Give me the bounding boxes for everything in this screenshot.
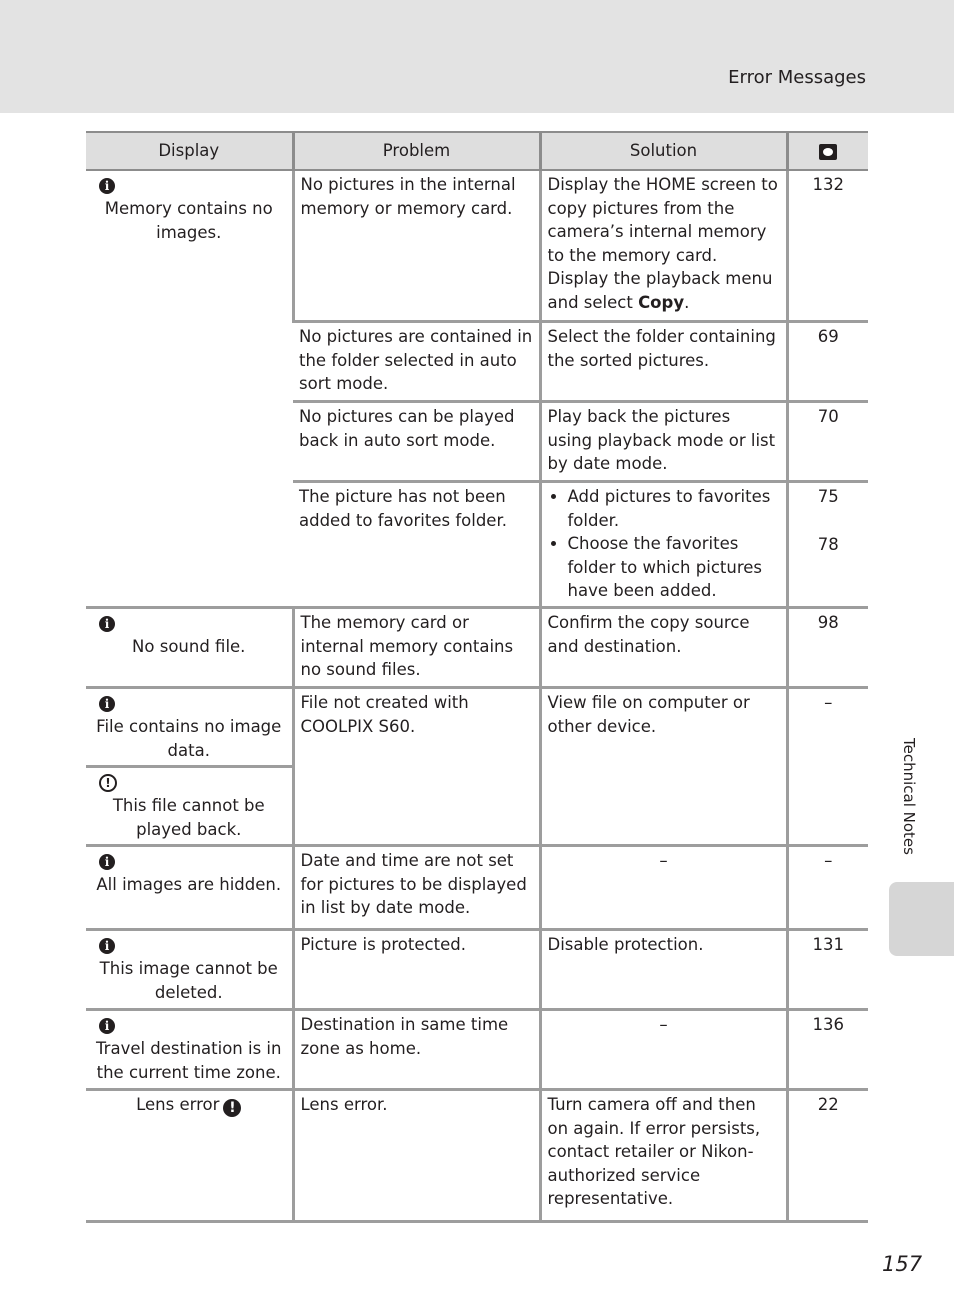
- side-section-label: Technical Notes: [900, 738, 918, 855]
- display-text: Memory contains no images.: [104, 199, 273, 242]
- display-cell: [86, 1010, 293, 1090]
- display-cell: [86, 930, 293, 1010]
- reference-book-icon: [819, 143, 837, 161]
- solution-cell: Play back the pictures using playback mode or list by date mode.: [540, 402, 787, 482]
- solution-cell: Turn camera off and then on again. If error persists, contact retailer or Nikon-authorized service representative.: [540, 1090, 787, 1222]
- display-text: File contains no image data.: [96, 717, 282, 760]
- problem-cell: No pictures in the internal memory or memory card.: [293, 170, 540, 322]
- reference-cell: 70: [787, 402, 868, 482]
- solution-cell: Select the folder containing the sorted pictures.: [540, 322, 787, 402]
- problem-cell: Destination in same time zone as home.: [293, 1010, 540, 1090]
- display-text: This file cannot be played back.: [112, 796, 265, 839]
- problem-cell: No pictures can be played back in auto sort mode.: [293, 402, 540, 482]
- copy-menu-label: Copy: [638, 292, 685, 312]
- error-messages-table: [86, 131, 868, 1223]
- display-text: This image cannot be deleted.: [99, 959, 278, 1002]
- info-icon: i: [92, 691, 286, 715]
- display-cell: [86, 846, 293, 930]
- problem-cell: The memory card or internal memory contains no sound files.: [293, 608, 540, 688]
- display-text: All images are hidden.: [96, 875, 282, 894]
- info-icon: i: [92, 611, 286, 635]
- display-cell: [86, 170, 293, 608]
- reference-cell: 22: [787, 1090, 868, 1222]
- header-solution: Solution: [540, 132, 787, 170]
- display-cell: [86, 608, 293, 688]
- table-row: [86, 846, 868, 930]
- display-text: Travel destination is in the current time zone.: [96, 1039, 282, 1082]
- display-cell: [86, 1090, 293, 1222]
- table-row: [86, 1090, 868, 1222]
- section-thumb-tab: [889, 882, 954, 956]
- header-display: Display: [86, 132, 293, 170]
- table-row: [86, 170, 868, 322]
- reference-cell: 132: [787, 170, 868, 322]
- display-cell: [86, 767, 293, 846]
- solution-bullet: • Choose the favorites folder to which pictures have been added.: [568, 532, 780, 603]
- table-header-row: [86, 132, 868, 170]
- solution-cell: [540, 482, 787, 608]
- table-row: [86, 1010, 868, 1090]
- reference-cell: –: [787, 846, 868, 930]
- info-icon: i: [92, 849, 286, 873]
- header-band: [0, 0, 954, 113]
- reference-cell: 69: [787, 322, 868, 402]
- display-cell: [86, 688, 293, 767]
- header-problem: Problem: [293, 132, 540, 170]
- problem-cell: No pictures are contained in the folder selected in auto sort mode.: [293, 322, 540, 402]
- info-icon: i: [92, 933, 286, 957]
- reference-cell: 136: [787, 1010, 868, 1090]
- reference-cell: [787, 482, 868, 608]
- table-row: [86, 688, 868, 767]
- reference-cell: 131: [787, 930, 868, 1010]
- display-text: Lens error: [136, 1095, 220, 1114]
- reference-page: 75: [817, 487, 839, 506]
- problem-cell: Date and time are not set for pictures to be displayed in list by date mode.: [293, 846, 540, 930]
- reference-page: 78: [817, 535, 839, 554]
- section-title: Error Messages: [728, 67, 866, 88]
- solution-cell: Display the HOME screen to copy pictures from the camera’s internal memory to the memory card. Display the playback menu and select Copy.: [540, 170, 787, 322]
- problem-cell: Lens error.: [293, 1090, 540, 1222]
- error-icon: !: [223, 1099, 241, 1117]
- reference-cell: –: [787, 688, 868, 846]
- solution-cell: –: [540, 1010, 787, 1090]
- table-row: [86, 930, 868, 1010]
- page-number: 157: [882, 1252, 923, 1276]
- header-reference: [787, 132, 868, 170]
- reference-cell: 98: [787, 608, 868, 688]
- display-text: No sound file.: [132, 637, 246, 656]
- solution-cell: View file on computer or other device.: [540, 688, 787, 846]
- problem-cell: File not created with COOLPIX S60.: [293, 688, 540, 846]
- solution-cell: Confirm the copy source and destination.: [540, 608, 787, 688]
- info-icon: i: [92, 1013, 286, 1037]
- info-icon: i: [92, 173, 286, 197]
- solution-cell: –: [540, 846, 787, 930]
- problem-cell: Picture is protected.: [293, 930, 540, 1010]
- warning-icon: !: [92, 770, 286, 794]
- solution-cell: Disable protection.: [540, 930, 787, 1010]
- table-row: [86, 608, 868, 688]
- problem-cell: The picture has not been added to favorites folder.: [293, 482, 540, 608]
- solution-bullet: • Add pictures to favorites folder.: [568, 485, 780, 532]
